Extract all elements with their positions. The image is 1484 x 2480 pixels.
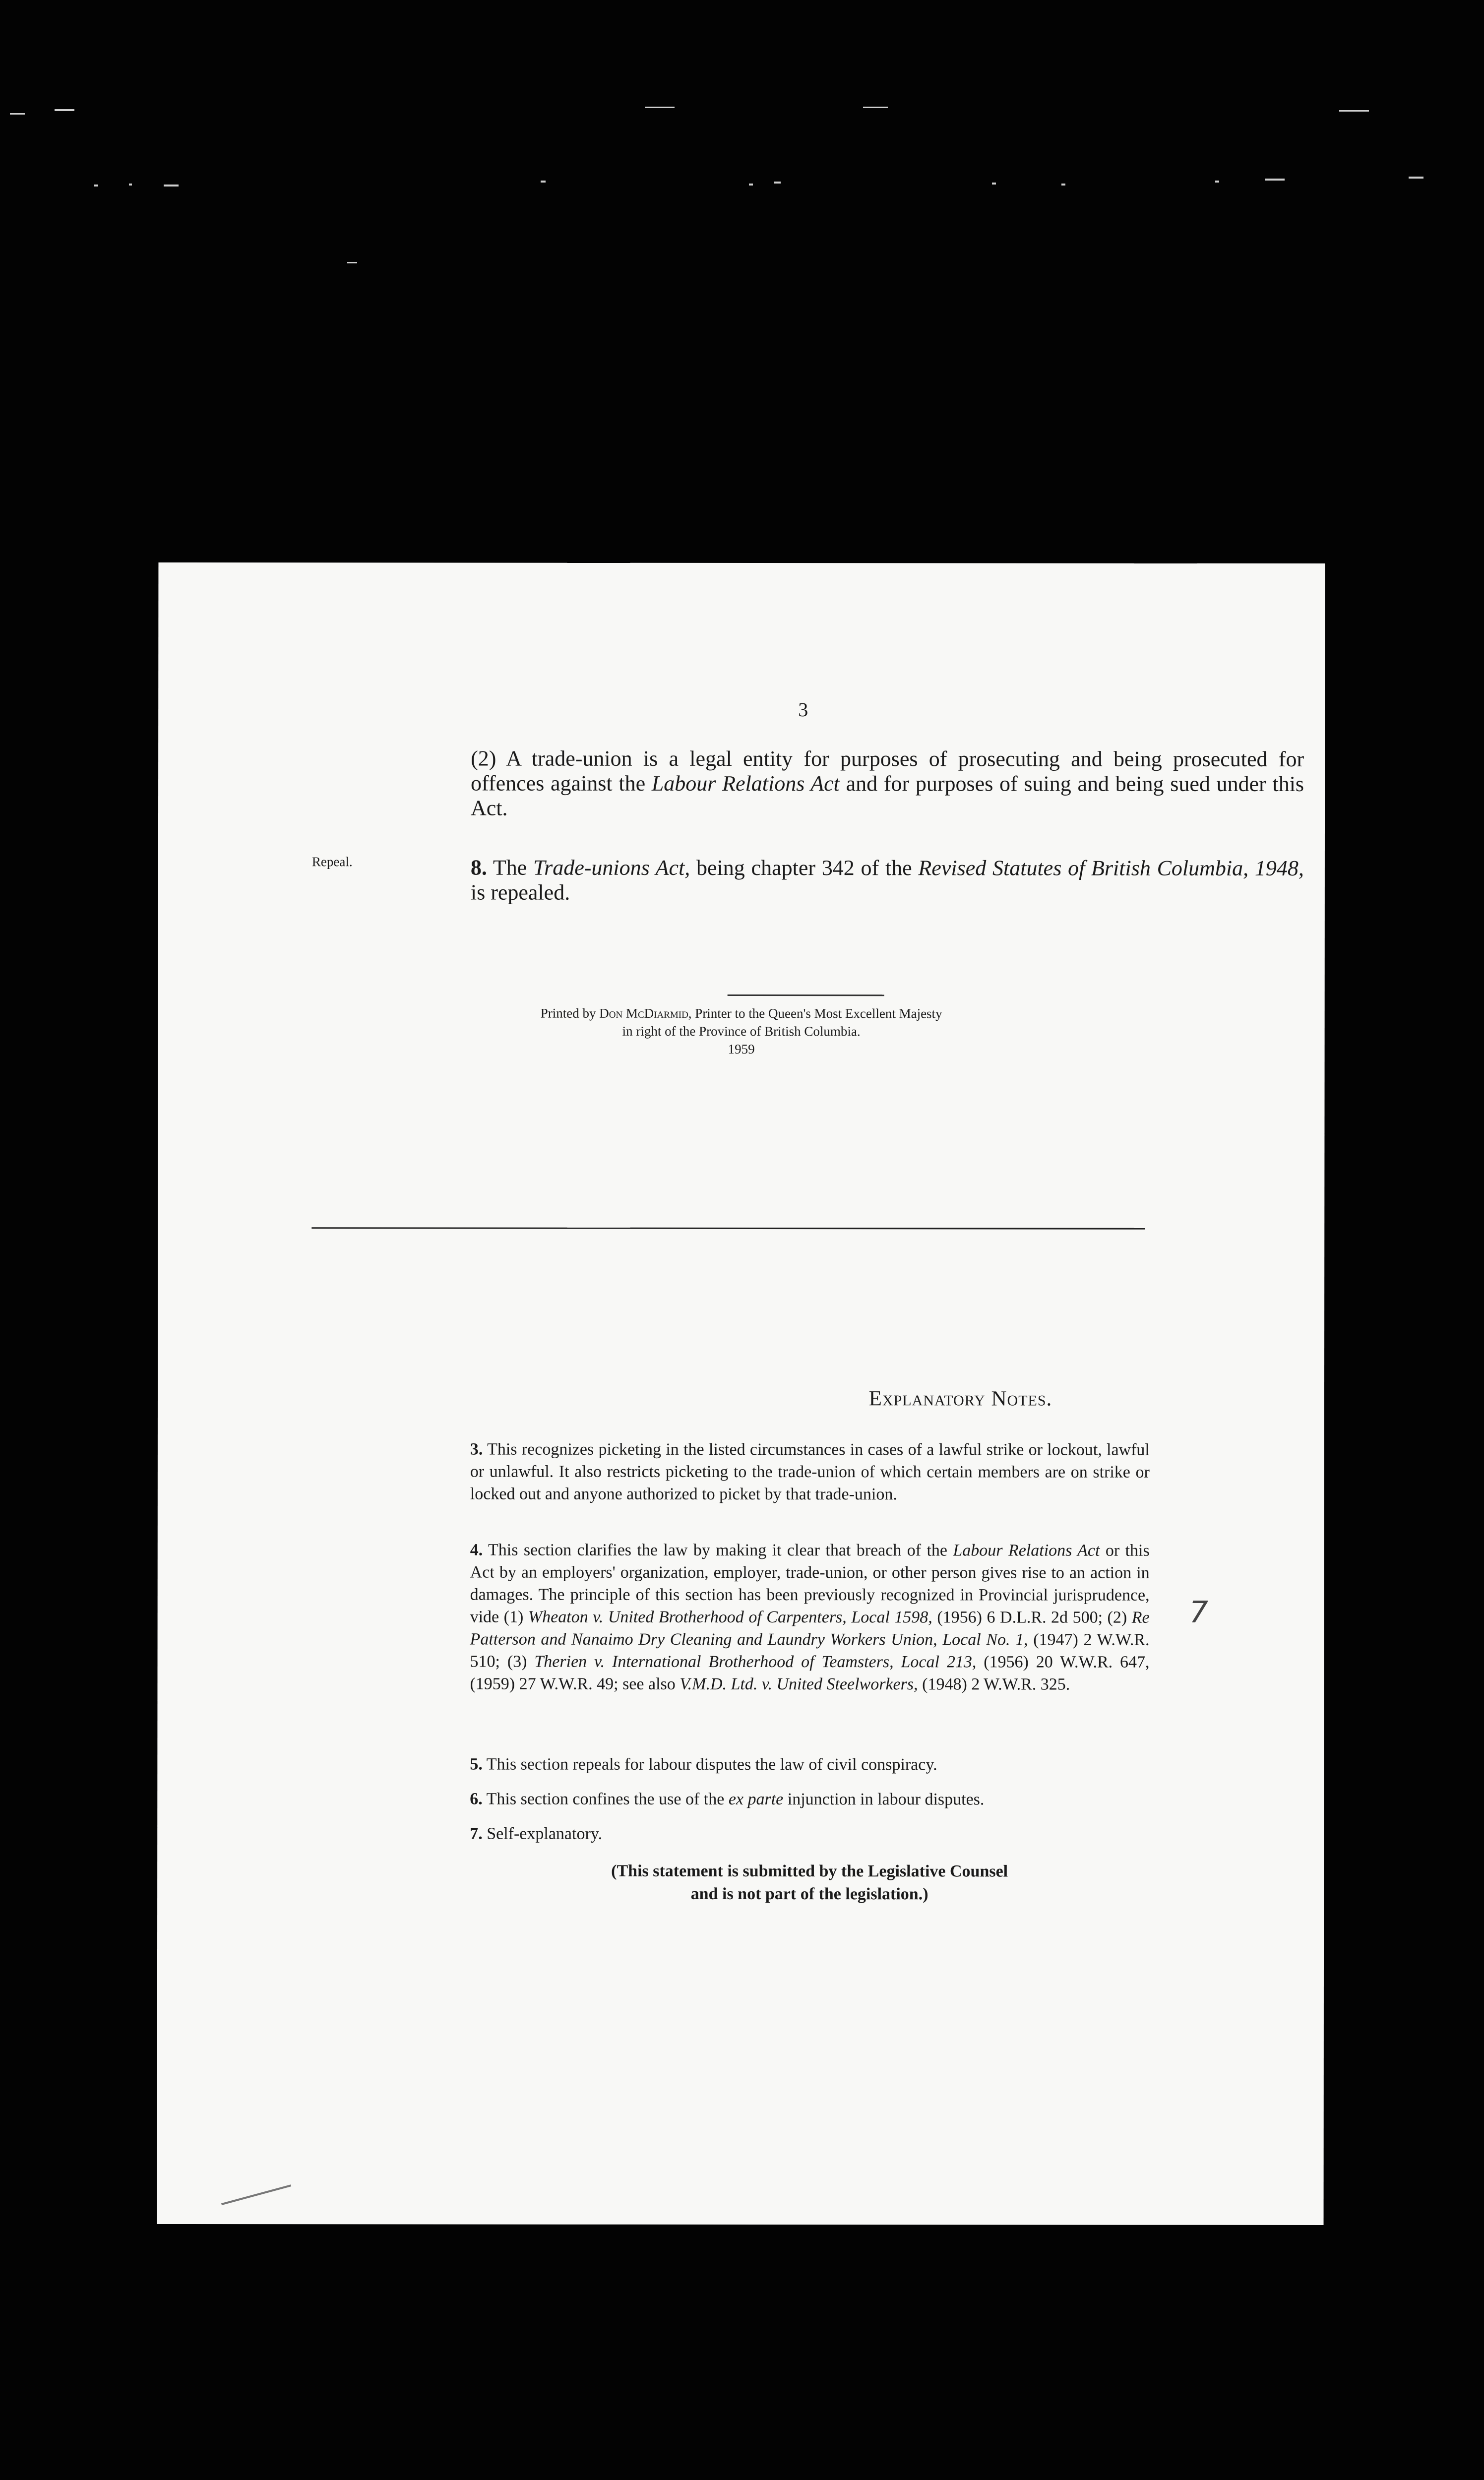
- pencil-stroke: [217, 2179, 296, 2209]
- note-3: 3. This recognizes picketing in the listed circumstances in cases of a lawful strike or lockout, lawful or unlawful. It also restricts picketing to the trade-union of which certain members are on strike or locked out and anyone authorized to picket by that trade-union.: [470, 1440, 1150, 1504]
- margin-note-repeal: Repeal.: [311, 854, 353, 869]
- handwritten-mark: 7: [1189, 1595, 1208, 1630]
- note-7: 7. Self-explanatory.: [470, 1824, 603, 1843]
- film-specks: [0, 0, 1484, 298]
- divider-short: [728, 994, 884, 996]
- page-number: 3: [798, 698, 808, 721]
- divider-long: [311, 1227, 1145, 1229]
- section-8-paragraph: 8. The Trade-unions Act, being chapter 342 of the Revised Statutes of British Columbia, 1948, is repealed.: [470, 855, 1304, 905]
- note-6: 6. This section confines the use of the ex parte injunction in labour disputes.: [470, 1790, 985, 1809]
- explanatory-notes-title: Explanatory Notes.: [868, 1387, 1052, 1411]
- document-page: [157, 562, 1325, 2225]
- note-4: 4. This section clarifies the law by making it clear that breach of the Labour Relations Act or this Act by an employers' organization, employer, trade-union, or other person gives rise to an action in damages. The principle of this section has been previously recognized in Provincial jurisprudence, vide (1) Wheaton v. United Brotherhood of Carpenters, Local 1598, (1956) 6 D.L.R. 2d 500; (2) Re Patterson and Nanaimo Dry Cleaning and Laundry Workers Union, Local No. 1, (1947) 2 W.W.R. 510; (3) Therien v. International Brotherhood of Teamsters, Local 213, (1956) 20 W.W.R. 647, (1959) 27 W.W.R. 49; see also V.M.D. Ltd. v. United Steelworkers, (1948) 2 W.W.R. 325.: [470, 1541, 1150, 1694]
- closing-statement: (This statement is submitted by the Legislative Counsel and is not part of the legislation.): [611, 1861, 1008, 1904]
- section-2-paragraph: (2) A trade-union is a legal entity for purposes of prosecuting and being prosecuted for offences against the Labour Relations Act and for purposes of suing and being sued under this Act.: [471, 746, 1304, 820]
- printer-imprint: Printed by Don McDiarmid, Printer to the Queen's Most Excellent Majesty in right of the Province of British Columbia. 1959: [540, 1005, 942, 1057]
- note-5: 5. This section repeals for labour disputes the law of civil conspiracy.: [470, 1755, 937, 1774]
